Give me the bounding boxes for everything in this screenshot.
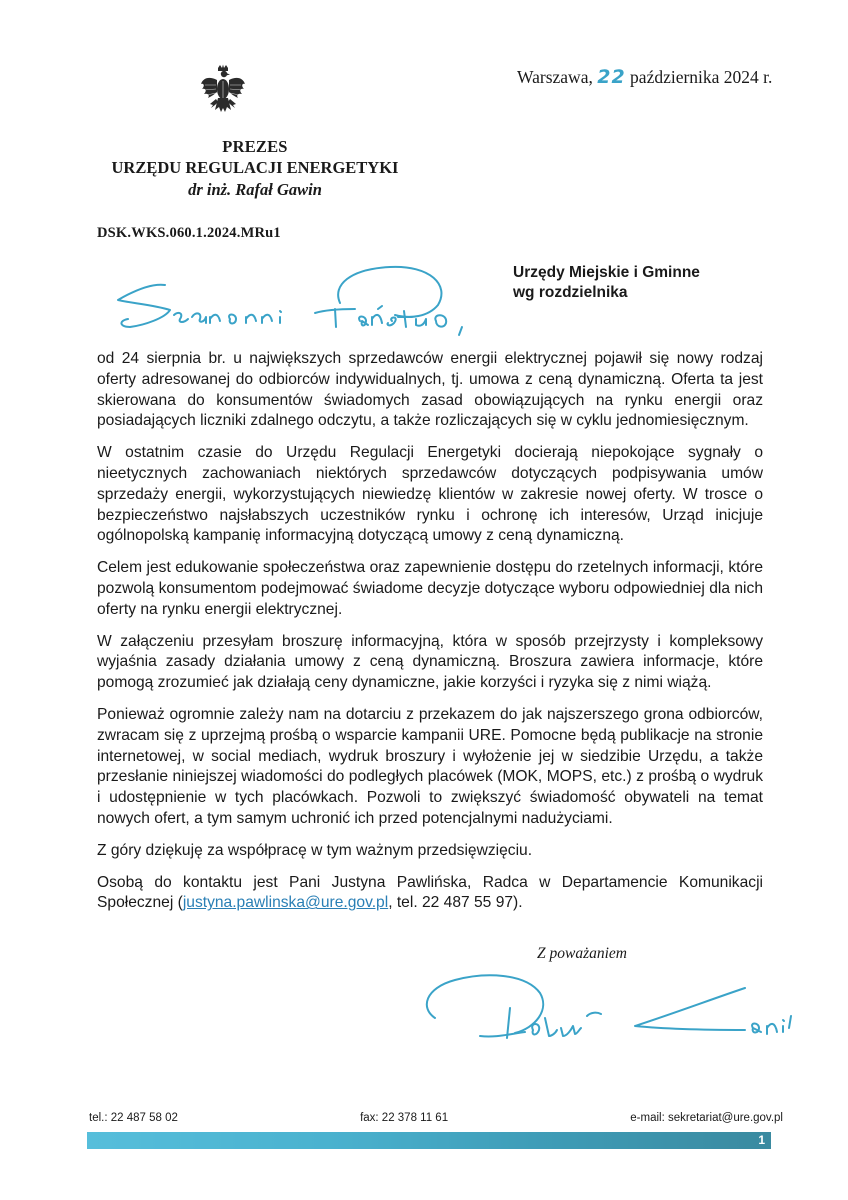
handwritten-signature	[415, 958, 815, 1048]
recipient-line-2: wg rozdzielnika	[513, 284, 628, 301]
letterhead-name: dr inż. Rafał Gawin	[188, 180, 322, 199]
date-place: Warszawa,	[517, 67, 593, 87]
contact-phone: , tel. 22 487 55 97).	[388, 894, 523, 912]
date-day-handwritten: 22	[597, 66, 626, 88]
paragraph: W ostatnim czasie do Urzędu Regulacji Energetyki docierają niepokojące sygnały o nieetycznych zachowaniach niektórych sprzedawców dotyczących podpisywania umów sprzedaży energii, wykorzystujących niewiedzę klientów w zakresie nowej oferty. W trosce o bezpieczeństwo najsłabszych uczestników rynku i ochronę ich interesów, Urząd inicjuje ogólnopolską kampanię informacyjną dotyczącą umowy z ceną dynamiczną.	[97, 444, 763, 545]
letterhead-institution: URZĘDU REGULACJI ENERGETYKI	[111, 158, 399, 177]
footer-email: e-mail: sekretariat@ure.gov.pl	[630, 1112, 783, 1124]
letter-body	[97, 349, 763, 925]
paragraph: Ponieważ ogromnie zależy nam na dotarciu z przekazem do jak najszerszego grona odbiorców, zwracam się z uprzejmą prośbą o wsparcie kampanii URE. Pomocne będą publikacje na stronie internetowej, w social mediach, wydruk broszury i wyłożenie jej w siedzibie Urzędu, a także przesłanie niniejszej wiadomości do podległych placówek (MOK, MOPS, etc.) z prośbą o wydruk i udostępnienie w tych placówkach. Pozwoli to zwiększyć świadomość obywateli na temat nowych ofert, a tym samym uchronić ich przed potencjalnymi nadużyciami.	[97, 705, 763, 827]
letterhead	[85, 136, 425, 201]
paragraph: Z góry dziękuję za współpracę w tym ważnym przedsięwzięciu.	[97, 841, 533, 859]
date-month-year: października 2024 r.	[630, 67, 773, 87]
contact-email-link[interactable]: justyna.pawlinska@ure.gov.pl	[182, 894, 389, 912]
paragraph: Celem jest edukowanie społeczeństwa oraz zapewnienie dostępu do rzetelnych informacji, które pozwolą konsumentom podejmować świadome decyzje dotyczące wyboru odpowiedniej dla nich oferty na rynku energii elektrycznej.	[97, 559, 763, 618]
polish-eagle-emblem-icon	[201, 64, 245, 118]
recipient-line-1: Urzędy Miejskie i Gminne	[513, 264, 700, 281]
footer-fax: fax: 22 378 11 61	[360, 1112, 449, 1124]
contact-paragraph	[97, 873, 763, 915]
reference-number: DSK.WKS.060.1.2024.MRu1	[97, 225, 281, 241]
date-line	[517, 66, 772, 88]
footer-tel: tel.: 22 487 58 02	[89, 1112, 178, 1124]
contact-text: Osobą do kontaktu jest Pani Justyna Pawlińska, Radca w Departamencie Komunikacji Społecznej (	[97, 873, 763, 912]
paragraph: W załączeniu przesyłam broszurę informacyjną, która w sposób przejrzysty i kompleksowy wyjaśnia zasady działania umowy z ceną dynamiczną. Broszura zawiera informacje, które pomogą zrozumieć jak działają ceny dynamiczne, jakie korzyści i ryzyka się z nimi wiążą.	[97, 632, 763, 692]
closing: Z poważaniem	[537, 945, 627, 962]
page-number: 1	[758, 1133, 765, 1147]
paragraph: od 24 sierpnia br. u największych sprzedawców energii elektrycznej pojawił się nowy rodzaj oferty adresowanej do odbiorców indywidualnych, tj. umowa z ceną dynamiczną. Oferta ta jest skierowana do konsumentów świadomych zasad obowiązujących na rynku energii oraz posiadających liczniki zdalnego odczytu, a także rozliczających się w cyklu jednomiesięcznym.	[97, 350, 763, 430]
footer-contacts	[89, 1112, 783, 1124]
recipient-block	[513, 263, 700, 303]
footer-bar	[87, 1132, 771, 1149]
handwritten-salutation	[110, 255, 540, 350]
letterhead-title: PREZES	[222, 137, 288, 156]
